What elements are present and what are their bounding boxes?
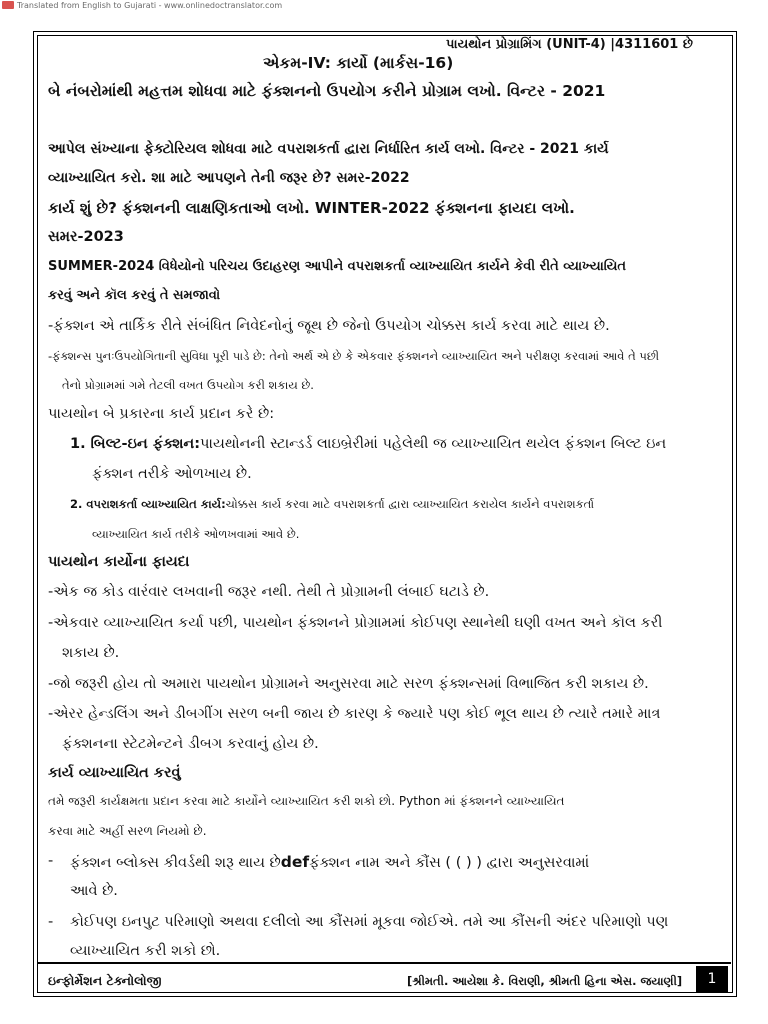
translator-logo-icon [2, 1, 14, 9]
advantage-3: -જો જરૂરી હોય તો અમારા પાયથોન પ્રોગ્રામને અનુસરવા માટે સરળ ફંક્શન્સમાં વિભાજિત કરી શકાય છે. [48, 676, 649, 692]
advantage-2-line-2: શકાય છે. [62, 645, 120, 661]
defining-intro-line-1: તમે જરૂરી કાર્યક્ષમતા પ્રદાન કરવા માટે કાર્યોને વ્યાખ્યાયિત કરી શકો છો. Python માં ફંક્શનને વ્યાખ્યાયિત [48, 794, 565, 808]
footer-department: ઇન્ફોર્મેશન ટેક્નોલોજી [48, 973, 162, 988]
builtin-function-cont: ફંક્શન તરીકે ઓળખાય છે. [92, 466, 252, 482]
question-line-6: SUMMER-2024 વિધેયોનો પરિચય ઉદાહરણ આપીને વપરાશકર્તા વ્યાખ્યાયિત કાર્યને કેવી રીતે વ્યાખ્યાયિત [48, 259, 626, 274]
advantage-4-line-1: -એરર હેન્ડલિંગ અને ડીબગીંગ સરળ બની જાય છે કારણ કે જ્યારે પણ કોઈ ભૂલ થાય છે ત્યારે તમારે માત્ર [48, 706, 661, 722]
question-line-1: બે નંબરોમાંથી મહત્તમ શોધવા માટે ફંક્શનનો ઉપયોગ કરીને પ્રોગ્રામ લખો. વિન્ટર - 2021 [48, 82, 606, 100]
question-line-4: કાર્ય શું છે? ફંક્શનની લાક્ષણિકતાઓ લખો. WINTER-2022 ફંક્શનના ફાયદા લખો. [48, 199, 575, 217]
question-line-2: આપેલ સંખ્યાના ફેક્ટોરિયલ શોધવા માટે વપરાશકર્તા દ્વારા નિર્ધારિત કાર્ય લખો. વિન્ટર - 2021 કાર્ય [48, 141, 609, 157]
rule-1-dash: - [48, 853, 54, 869]
advantage-4-line-2: ફંક્શનના સ્ટેટમેન્ટને ડીબગ કરવાનું હોય છે. [62, 736, 319, 752]
rule-2-line-2: વ્યાખ્યાયિત કરી શકો છો. [70, 943, 221, 959]
question-line-3: વ્યાખ્યાયિત કરો. શા માટે આપણને તેની જરૂર છે? સમર-2022 [48, 170, 410, 186]
translator-banner [2, 0, 282, 10]
user-defined-function-item [70, 497, 594, 512]
user-defined-function-label: 2. વપરાશકર્તા વ્યાખ્યાયિત કાર્ય: [70, 497, 226, 511]
rule-1-line-1 [70, 853, 589, 871]
page-number: 1 [696, 966, 728, 992]
reusability-line-2: તેનો પ્રોગ્રામમાં ગમે તેટલી વખત ઉપયોગ કરી શકાય છે. [62, 378, 314, 392]
rule-1-text-a: ફંક્શન બ્લોક્સ કીવર્ડથી શરૂ થાય છે [70, 855, 281, 871]
rule-1-text-b: ફંક્શન નામ અને કૌંસ ( ( ) ) દ્વારા અનુસરવામાં [309, 855, 590, 871]
rule-2-line-1: કોઈપણ ઇનપુટ પરિમાણો અથવા દલીલો આ કૌંસમાં મૂકવા જોઈએ. તમે આ કૌંસની અંદર પરિમાણો પણ [70, 914, 669, 930]
builtin-function-item [70, 436, 666, 452]
user-defined-function-cont: વ્યાખ્યાયિત કાર્ય તરીકે ઓળખવામાં આવે છે. [92, 527, 300, 541]
advantages-heading: પાયથોન કાર્યોના ફાયદા [48, 554, 190, 570]
user-defined-function-text: ચોક્કસ કાર્ય કરવા માટે વપરાશકર્તા દ્વારા વ્યાખ્યાયિત કરાયેલ કાર્યને વપરાશકર્તા [225, 497, 595, 511]
unit-title: એકમ-IV: કાર્યો (માર્કસ-16) [263, 54, 454, 72]
question-line-7: કરવું અને કૉલ કરવું તે સમજાવો [48, 288, 221, 303]
rule-2-dash: - [48, 914, 54, 930]
function-types-intro: પાયથોન બે પ્રકારના કાર્ય પ્રદાન કરે છે: [48, 406, 275, 422]
question-line-5: સમર-2023 [48, 229, 124, 245]
rule-1-line-2: આવે છે. [70, 883, 118, 899]
footer-divider [37, 962, 731, 964]
builtin-function-label: 1. બિલ્ટ-ઇન ફંક્શન: [70, 436, 201, 452]
translator-banner-text: Translated from English to Gujarati - www.onlinedoctranslator.com [17, 0, 283, 10]
advantage-1: -એક જ કોડ વારંવાર લખવાની જરૂર નથી. તેથી તે પ્રોગ્રામની લંબાઈ ઘટાડે છે. [48, 584, 490, 600]
def-keyword: def [280, 853, 310, 871]
header-course-info: પાયથોન પ્રોગ્રામિંગ (UNIT-4) |4311601 છે [446, 37, 693, 52]
definition-line: -ફંક્શન એ તાર્કિક રીતે સંબંધિત નિવેદનોનું જૂથ છે જેનો ઉપયોગ ચોક્કસ કાર્ય કરવા માટે થાય છે. [48, 318, 610, 334]
defining-function-heading: કાર્ય વ્યાખ્યાયિત કરવું [48, 765, 181, 781]
defining-intro-line-2: કરવા માટે અહીં સરળ નિયમો છે. [48, 824, 207, 838]
footer-authors: [શ્રીમતી. આયેશા કે. વિરાણી, શ્રીમતી હિના એસ. જયાણી] [407, 974, 683, 988]
reusability-line-1: -ફંક્શન્સ પુનઃઉપયોગિતાની સુવિધા પૂરી પાડે છે: તેનો અર્થ એ છે કે એકવાર ફંક્શનને વ્યાખ્યાયિત અને પરીક્ષણ કરવામાં આવે તે પછી [48, 349, 660, 363]
builtin-function-text: પાયથોનની સ્ટાન્ડર્ડ લાઇબ્રેરીમાં પહેલેથી જ વ્યાખ્યાયિત થયેલ ફંક્શન બિલ્ટ ઇન [200, 436, 667, 452]
advantage-2-line-1: -એકવાર વ્યાખ્યાયિત કર્યા પછી, પાયથોન ફંક્શનને પ્રોગ્રામમાં કોઈપણ સ્થાનેથી ઘણી વખત અને કૉલ કરી [48, 615, 663, 631]
